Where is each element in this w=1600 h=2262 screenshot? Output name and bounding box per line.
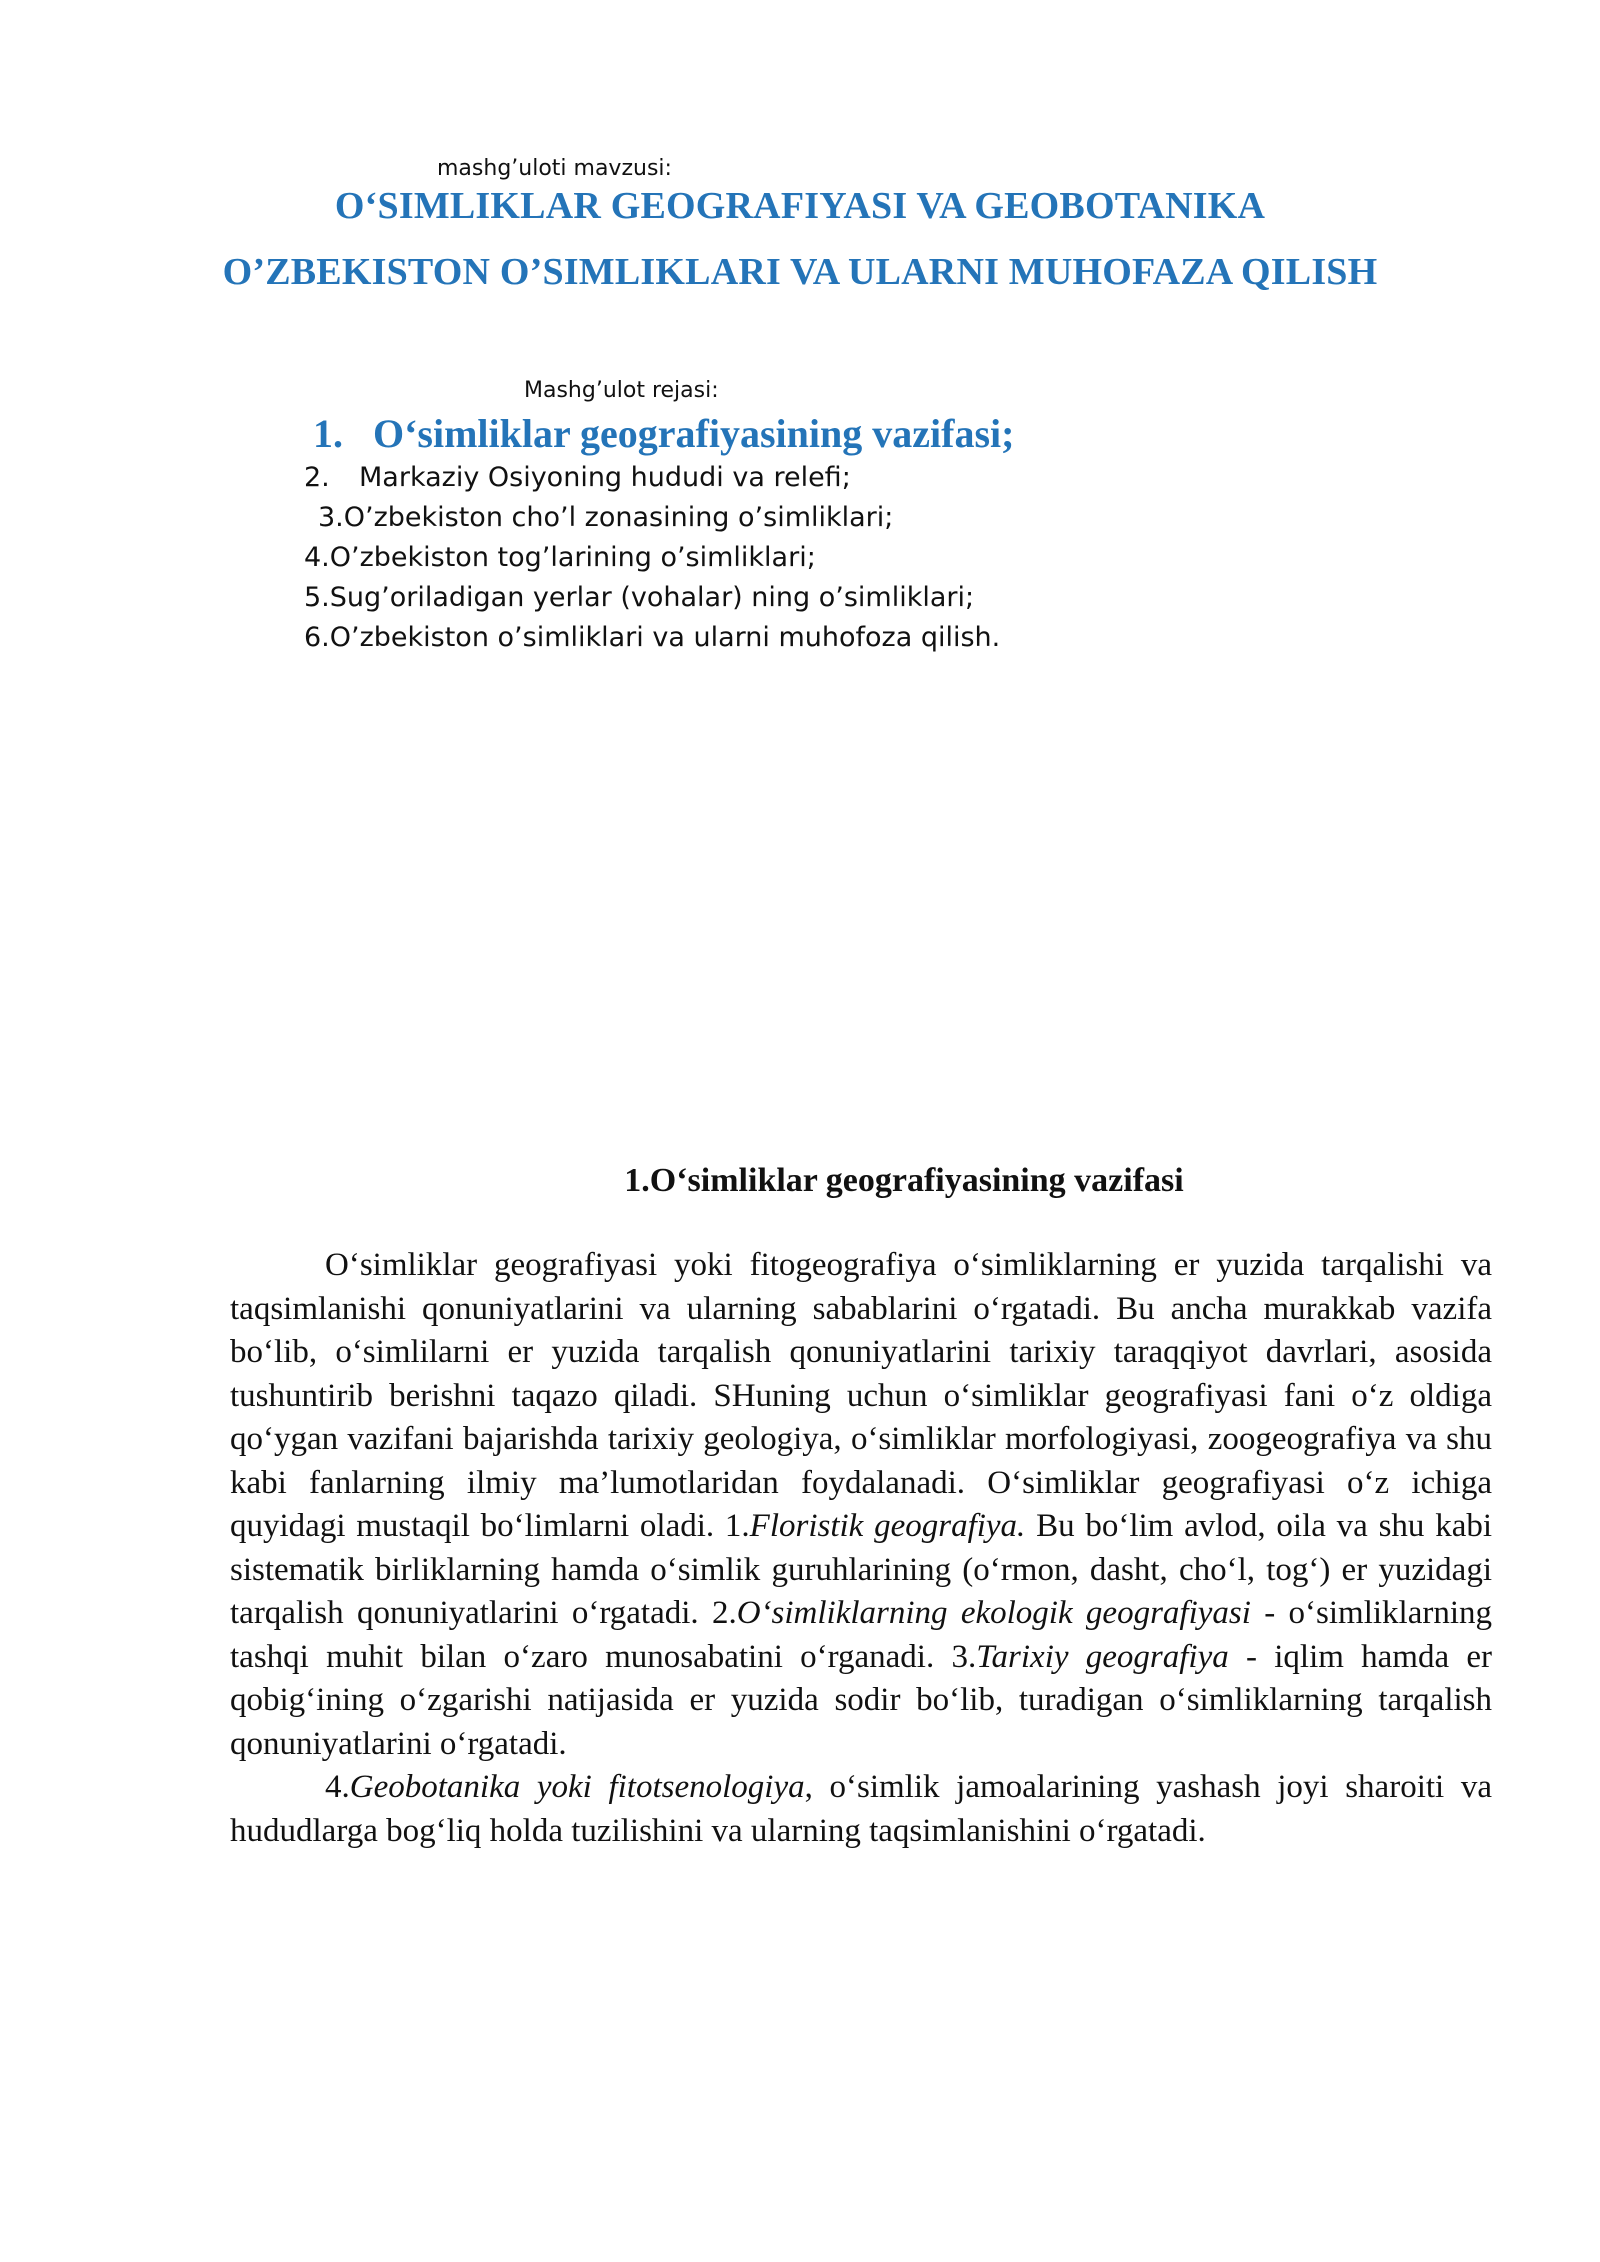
plan-item-1-text: O‘simliklar geografiyasining vazifasi;	[373, 411, 1015, 456]
p2-text-a: 4.	[325, 1769, 350, 1805]
title-line-2: O’ZBEKISTON O’SIMLIKLARI VA ULARNI MUHOFAZA QILISH	[222, 251, 1378, 293]
p1-text-d: - iqlim hamda er qobig‘ining o‘zgarishi natijasida er yuzida sodir bo‘lib, turadigan o‘simliklarning tarqalish qonuniyatlarini o‘rgatadi.	[230, 1638, 1492, 1762]
plan-item-2-text: Markaziy Osiyoning hududi va relefi;	[359, 462, 851, 493]
plan-item-5: 5.Sug’oriladigan yerlar (vohalar) ning o’simliklari;	[304, 582, 975, 613]
plan-item-2-number: 2.	[304, 462, 330, 493]
body-text	[230, 1244, 1492, 1853]
plan-item-1	[313, 410, 1014, 457]
plan-item-2	[304, 462, 851, 493]
plan-item-4: 4.O’zbekiston tog’larining o’simliklari;	[304, 542, 816, 573]
p1-italic-floristic: Floristik geografiya.	[749, 1508, 1026, 1544]
topic-label: mashg’uloti mavzusi:	[437, 156, 672, 181]
plan-item-3: 3.O’zbekiston cho’l zonasining o’simliklari;	[318, 502, 894, 533]
title-line-1: O‘SIMLIKLAR GEOGRAFIYASI VA GEOBOTANIKA	[334, 185, 1266, 227]
p1-text-b: Bu bo‘lim avlod, oila va shu kabi sistematik birliklarning hamda o‘simlik guruhlarining (o‘rmon, dasht, cho‘l, tog‘) er yuzidagi tarqalish qonuniyatlarini o‘rgatadi. 2.	[230, 1508, 1493, 1631]
section-heading: 1.O‘simliklar geografiyasining vazifasi	[624, 1162, 1184, 1199]
paragraph-2	[230, 1766, 1492, 1853]
p2-text-b: , o‘simlik jamoalarining yashash joyi sharoiti va hududlarga bog‘liq holda tuzilishini va ularning taqsimlanishini o‘rgatadi.	[230, 1769, 1492, 1849]
p1-text-a: O‘simliklar geografiyasi yoki fitogeografiya o‘simliklarning er yuzida tarqalishi va taqsimlanishi qonuniyatlarini va ularning sabablarini o‘rgatadi. Bu ancha murakkab vazifa bo‘lib, o‘simlilarni er yuzida tarqalish qonuniyatlarini tarixiy taraqqiyot davrlari, asosida tushuntirib berishni taqazo qiladi. SHuning uchun o‘simliklar geografiyasi fani o‘z oldiga qo‘ygan vazifani bajarishda tarixiy geologiya, o‘simliklar morfologiyasi, zoogeografiya va shu kabi fanlarning ilmiy ma’lumotlaridan foydalanadi. O‘simliklar geografiyasi o‘z ichiga quyidagi mustaqil bo‘limlarni oladi. 1.	[230, 1247, 1492, 1544]
p1-text-c: - o‘simliklarning tashqi muhit bilan o‘zaro munosabatini o‘rganadi. 3.	[230, 1595, 1493, 1675]
paragraph-1	[230, 1244, 1492, 1766]
plan-label: Mashg’ulot rejasi:	[524, 378, 719, 403]
p1-italic-historic: Tarixiy geografiya	[976, 1638, 1229, 1675]
plan-item-6: 6.O’zbekiston o’simliklari va ularni muhofoza qilish.	[304, 622, 1001, 653]
p1-italic-ecologic: O‘simliklarning ekologik geografiyasi	[736, 1595, 1251, 1631]
plan-item-1-number: 1.	[313, 411, 343, 456]
p2-italic-geobotanika: Geobotanika yoki fitotsenologiya	[349, 1769, 805, 1805]
